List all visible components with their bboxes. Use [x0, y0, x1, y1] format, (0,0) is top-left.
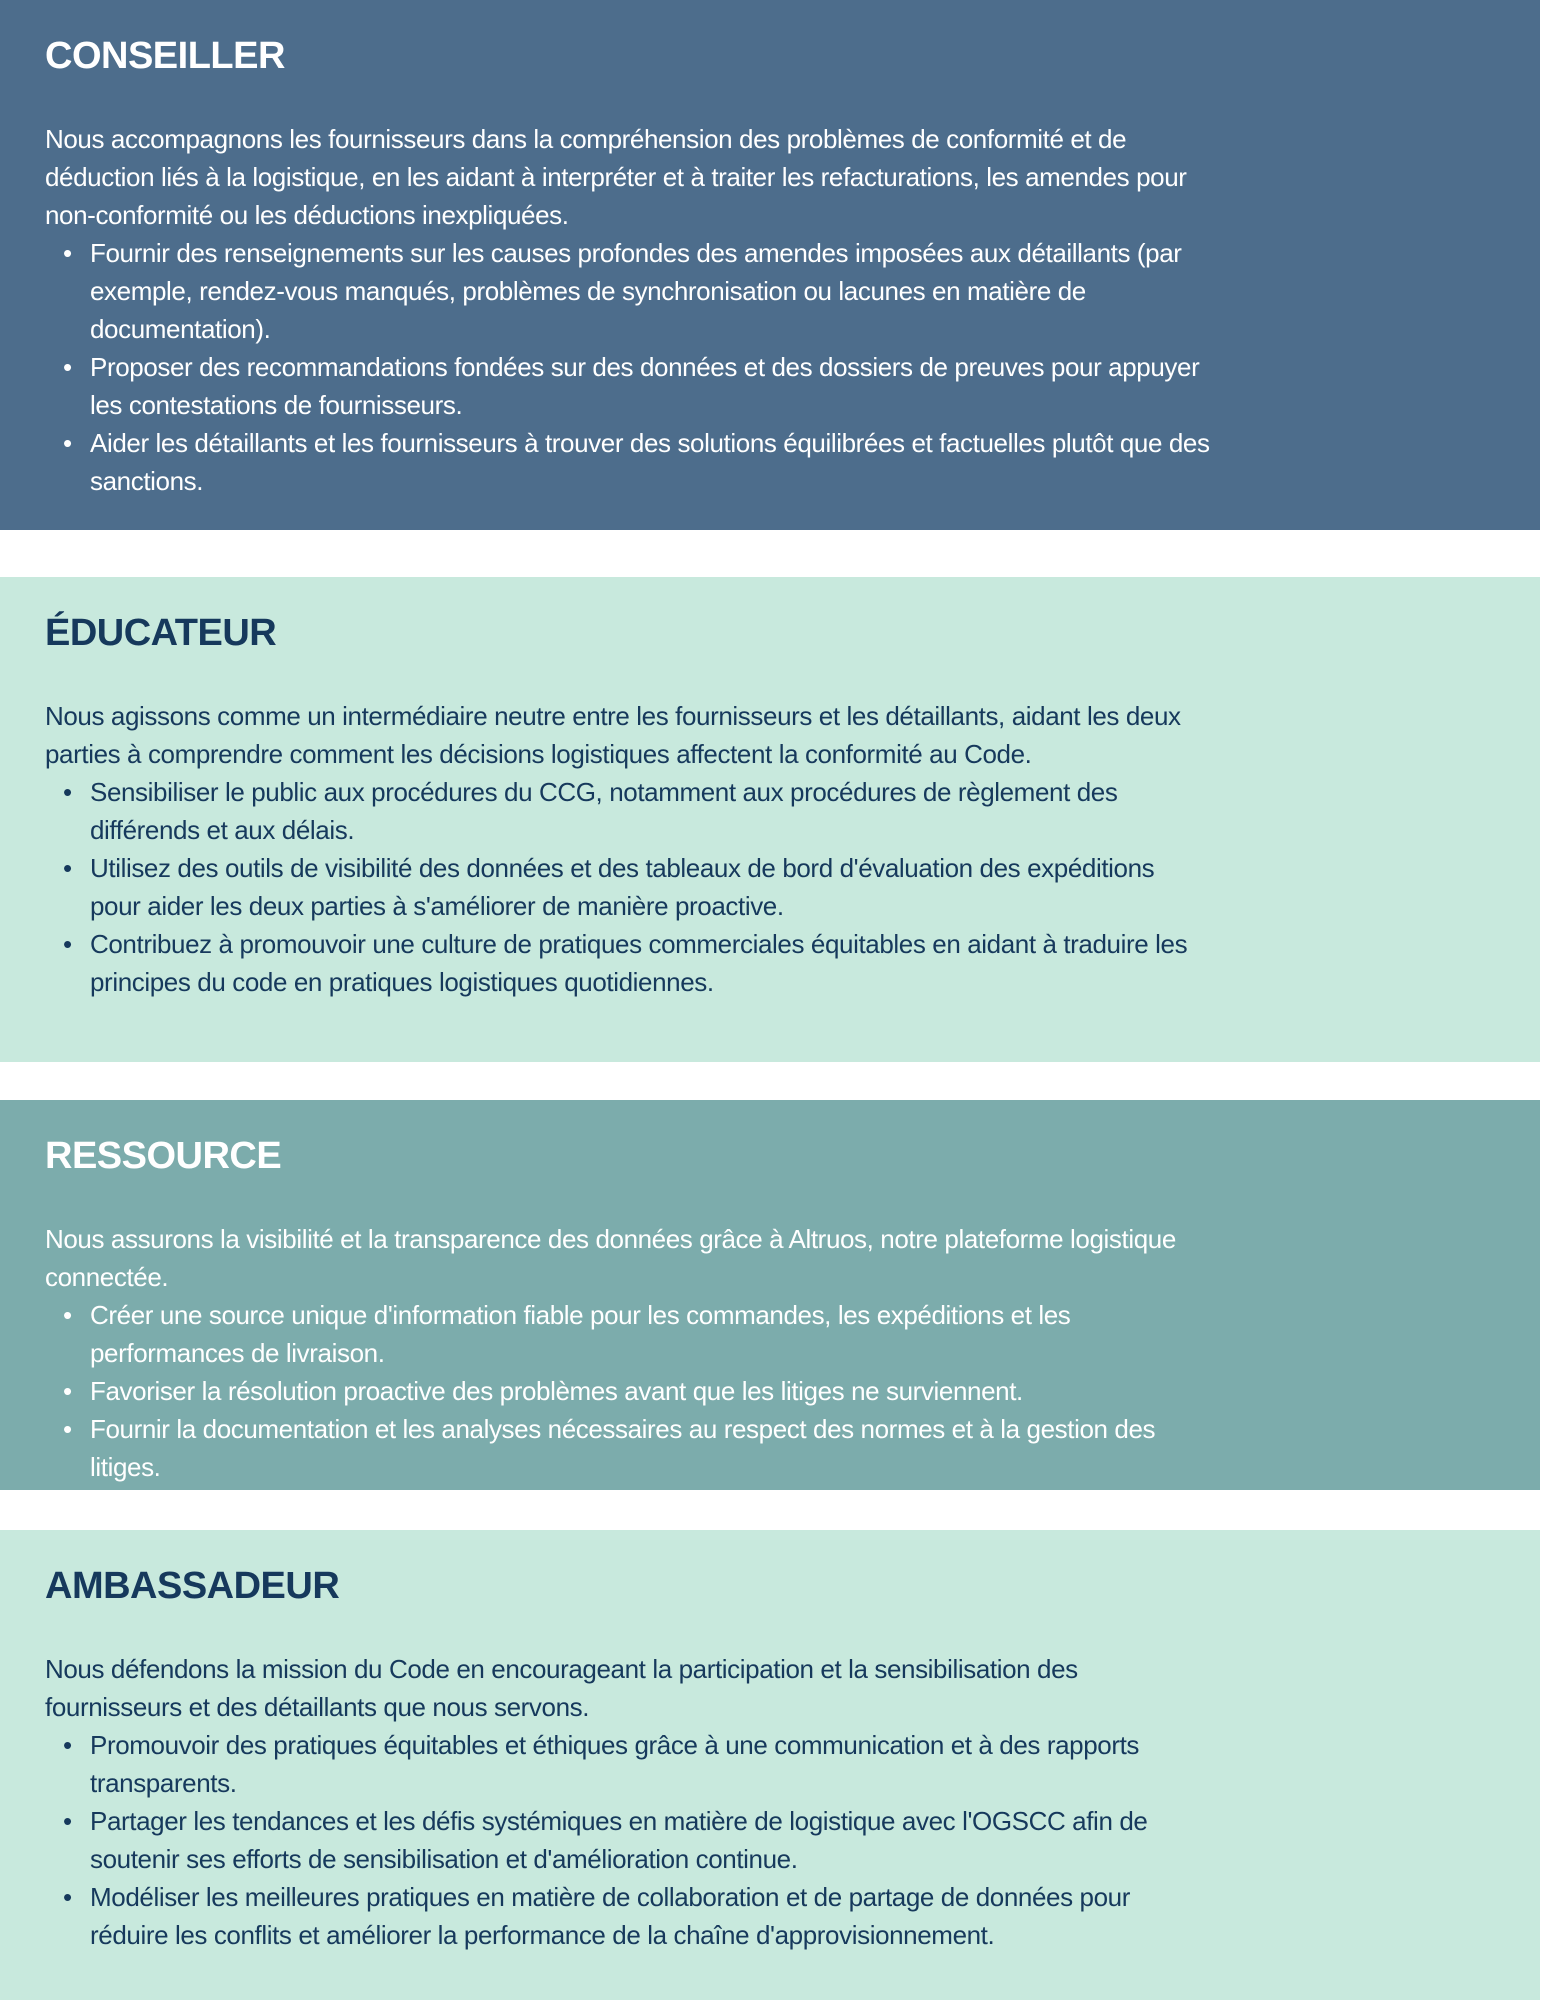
section-content — [45, 1220, 1210, 1486]
section-title: ÉDUCATEUR — [45, 612, 277, 654]
section-conseiller — [0, 0, 1540, 530]
section-intro: Nous défendons la mission du Code en encourageant la participation et la sensibilisation des fournisseurs et des détaillants que nous servons. — [45, 1654, 1078, 1722]
section-intro: Nous agissons comme un intermédiaire neutre entre les fournisseurs et les détaillants, aidant les deux parties à comprendre comment les décisions logistiques affectent la conformité au Code. — [45, 701, 1181, 769]
bullet-item: • Créer une source unique d'information fiable pour les commandes, les expéditions et les performances de livraison. — [45, 1296, 1210, 1372]
bullet-item: • Favoriser la résolution proactive des problèmes avant que les litiges ne surviennent. — [45, 1372, 1210, 1410]
bullet-list — [45, 773, 1210, 1001]
bullet-item: • Partager les tendances et les défis systémiques en matière de logistique avec l'OGSCC afin de soutenir ses efforts de sensibilisation et d'amélioration continue. — [45, 1802, 1210, 1878]
section-ambassadeur — [0, 1530, 1540, 2000]
section-ressource — [0, 1100, 1540, 1490]
section-intro: Nous assurons la visibilité et la transparence des données grâce à Altruos, notre plateforme logistique connectée. — [45, 1224, 1176, 1292]
section-content — [45, 120, 1210, 500]
bullet-item: • Proposer des recommandations fondées sur des données et des dossiers de preuves pour appuyer les contestations de fournisseurs. — [45, 348, 1210, 424]
section-title: CONSEILLER — [45, 35, 285, 77]
section-title: AMBASSADEUR — [45, 1565, 340, 1607]
bullet-item: • Modéliser les meilleures pratiques en matière de collaboration et de partage de données pour réduire les conflits et améliorer la performance de la chaîne d'approvisionnement. — [45, 1878, 1210, 1954]
section-educateur — [0, 577, 1540, 1062]
bullet-item: • Fournir la documentation et les analyses nécessaires au respect des normes et à la gestion des litiges. — [45, 1410, 1210, 1486]
section-intro: Nous accompagnons les fournisseurs dans la compréhension des problèmes de conformité et de déduction liés à la logistique, en les aidant à interpréter et à traiter les refacturations, les amendes pour non-conformité ou les déductions inexpliquées. — [45, 124, 1187, 230]
bullet-item: • Fournir des renseignements sur les causes profondes des amendes imposées aux détaillants (par exemple, rendez-vous manqués, problèmes de synchronisation ou lacunes en matière de documentation). — [45, 234, 1210, 348]
bullet-item: • Promouvoir des pratiques équitables et éthiques grâce à une communication et à des rapports transparents. — [45, 1726, 1210, 1802]
bullet-list — [45, 1296, 1210, 1486]
bullet-item: • Sensibiliser le public aux procédures du CCG, notamment aux procédures de règlement des différends et aux délais. — [45, 773, 1210, 849]
bullet-item: • Aider les détaillants et les fournisseurs à trouver des solutions équilibrées et factuelles plutôt que des sanctions. — [45, 424, 1210, 500]
section-title: RESSOURCE — [45, 1135, 282, 1177]
section-content — [45, 697, 1210, 1001]
bullet-list — [45, 234, 1210, 500]
bullet-list — [45, 1726, 1210, 1954]
section-content — [45, 1650, 1210, 1954]
bullet-item: • Contribuez à promouvoir une culture de pratiques commerciales équitables en aidant à traduire les principes du code en pratiques logistiques quotidiennes. — [45, 925, 1210, 1001]
bullet-item: • Utilisez des outils de visibilité des données et des tableaux de bord d'évaluation des expéditions pour aider les deux parties à s'améliorer de manière proactive. — [45, 849, 1210, 925]
